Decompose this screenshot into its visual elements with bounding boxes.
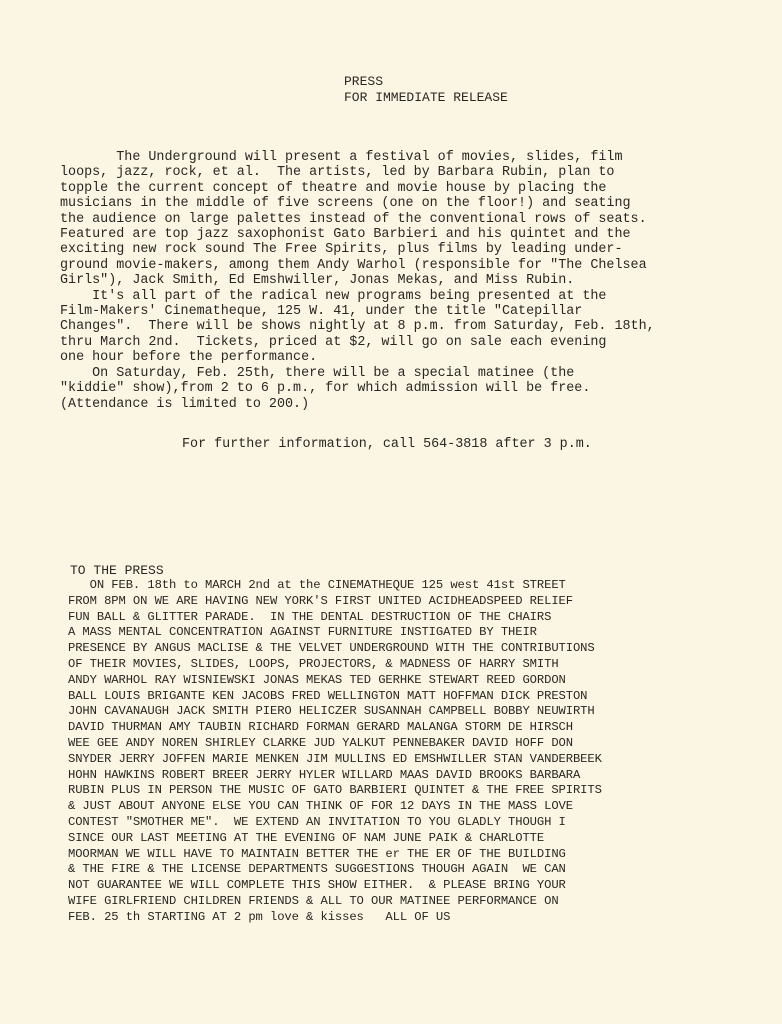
letter-line: MOORMAN WE WILL HAVE TO MAINTAIN BETTER THE er THE ER OF THE BUILDING [68, 846, 566, 861]
release-line: musicians in the middle of five screens (one on the floor!) and seating [60, 196, 631, 212]
release-line: "kiddie" show),from 2 to 6 p.m., for which admission will be free. [60, 381, 591, 397]
letter-line: WEE GEE ANDY NOREN SHIRLEY CLARKE JUD YALKUT PENNEBAKER DAVID HOFF DON [68, 735, 573, 750]
header-press: PRESS [344, 74, 384, 89]
release-line: ground movie-makers, among them Andy Warhol (responsible for "The Chelsea [60, 257, 647, 273]
release-line: Changes". There will be shows nightly at 8 p.m. from Saturday, Feb. 18th, [60, 319, 655, 335]
letter-title: TO THE PRESS [70, 563, 164, 578]
release-line: exciting new rock sound The Free Spirits, plus films by leading under- [60, 242, 623, 258]
header-immediate-release: FOR IMMEDIATE RELEASE [344, 90, 508, 105]
release-line: topple the current concept of theatre and movie house by placing the [60, 180, 607, 196]
letter-line: JOHN CAVANAUGH JACK SMITH PIERO HELICZER SUSANNAH CAMPBELL BOBBY NEUWIRTH [68, 704, 595, 719]
release-line: loops, jazz, rock, et al. The artists, led by Barbara Rubin, plan to [60, 165, 615, 181]
letter-line: SINCE OUR LAST MEETING AT THE EVENING OF NAM JUNE PAIK & CHARLOTTE [68, 830, 545, 845]
letter-body [68, 578, 602, 926]
letter-line: WIFE GIRLFRIEND CHILDREN FRIENDS & ALL TO OUR MATINEE PERFORMANCE ON [68, 893, 559, 908]
letter-line: DAVID THURMAN AMY TAUBIN RICHARD FORMAN GERARD MALANGA STORM DE HIRSCH [68, 720, 573, 735]
press-header [344, 74, 508, 106]
release-line: thru March 2nd. Tickets, priced at $2, will go on sale each evening [60, 334, 607, 350]
further-information: For further information, call 564-3818 after 3 p.m. [182, 437, 592, 452]
letter-line: & THE FIRE & THE LICENSE DEPARTMENTS SUGGESTIONS THOUGH AGAIN WE CAN [68, 862, 566, 877]
letter-line: FEB. 25 th STARTING AT 2 pm love & kisses ALL OF US [68, 909, 451, 924]
release-line: It's all part of the radical new programs being presented at the [60, 288, 607, 304]
letter-line: ON FEB. 18th to MARCH 2nd at the CINEMATHEQUE 125 west 41st STREET [68, 578, 566, 592]
letter-line: ANDY WARHOL RAY WISNIEWSKI JONAS MEKAS TED GERHKE STEWART REED GORDON [68, 672, 566, 687]
release-line: the audience on large palettes instead of the conventional rows of seats. [60, 211, 647, 227]
release-line: Featured are top jazz saxophonist Gato Barbieri and his quintet and the [60, 227, 631, 243]
letter-line: FUN BALL & GLITTER PARADE. IN THE DENTAL DESTRUCTION OF THE CHAIRS [68, 609, 552, 624]
letter-line: A MASS MENTAL CONCENTRATION AGAINST FURNITURE INSTIGATED BY THEIR [68, 625, 537, 640]
release-line: Girls"), Jack Smith, Ed Emshwiller, Jonas Mekas, and Miss Rubin. [60, 273, 575, 289]
letter-line: BALL LOUIS BRIGANTE KEN JACOBS FRED WELLINGTON MATT HOFFMAN DICK PRESTON [68, 688, 588, 703]
letter-line: FROM 8PM ON WE ARE HAVING NEW YORK'S FIRST UNITED ACIDHEADSPEED RELIEF [68, 593, 573, 608]
letter-line: HOHN HAWKINS ROBERT BREER JERRY HYLER WILLARD MAAS DAVID BROOKS BARBARA [68, 767, 581, 782]
release-line: one hour before the performance. [60, 350, 318, 366]
release-line: On Saturday, Feb. 25th, there will be a special matinee (the [60, 365, 575, 381]
letter-line: SNYDER JERRY JOFFEN MARIE MENKEN JIM MULLINS ED EMSHWILLER STAN VANDERBEEK [68, 751, 602, 766]
letter-line: NOT GUARANTEE WE WILL COMPLETE THIS SHOW EITHER. & PLEASE BRING YOUR [68, 878, 566, 893]
letter-line: CONTEST "SMOTHER ME". WE EXTEND AN INVITATION TO YOU GLADLY THOUGH I [68, 814, 566, 829]
letter-line: OF THEIR MOVIES, SLIDES, LOOPS, PROJECTORS, & MADNESS OF HARRY SMITH [68, 656, 559, 671]
letter-line: & JUST ABOUT ANYONE ELSE YOU CAN THINK OF FOR 12 DAYS IN THE MASS LOVE [68, 799, 573, 814]
release-line: Film-Makers' Cinematheque, 125 W. 41, under the title "Catepillar [60, 304, 583, 320]
letter-line: PRESENCE BY ANGUS MACLISE & THE VELVET UNDERGROUND WITH THE CONTRIBUTIONS [68, 641, 595, 656]
release-line: (Attendance is limited to 200.) [60, 396, 310, 412]
release-line: The Underground will present a festival of movies, slides, film [60, 150, 623, 165]
letter-line: RUBIN PLUS IN PERSON THE MUSIC OF GATO BARBIERI QUINTET & THE FREE SPIRITS [68, 783, 602, 798]
release-body [60, 150, 655, 412]
